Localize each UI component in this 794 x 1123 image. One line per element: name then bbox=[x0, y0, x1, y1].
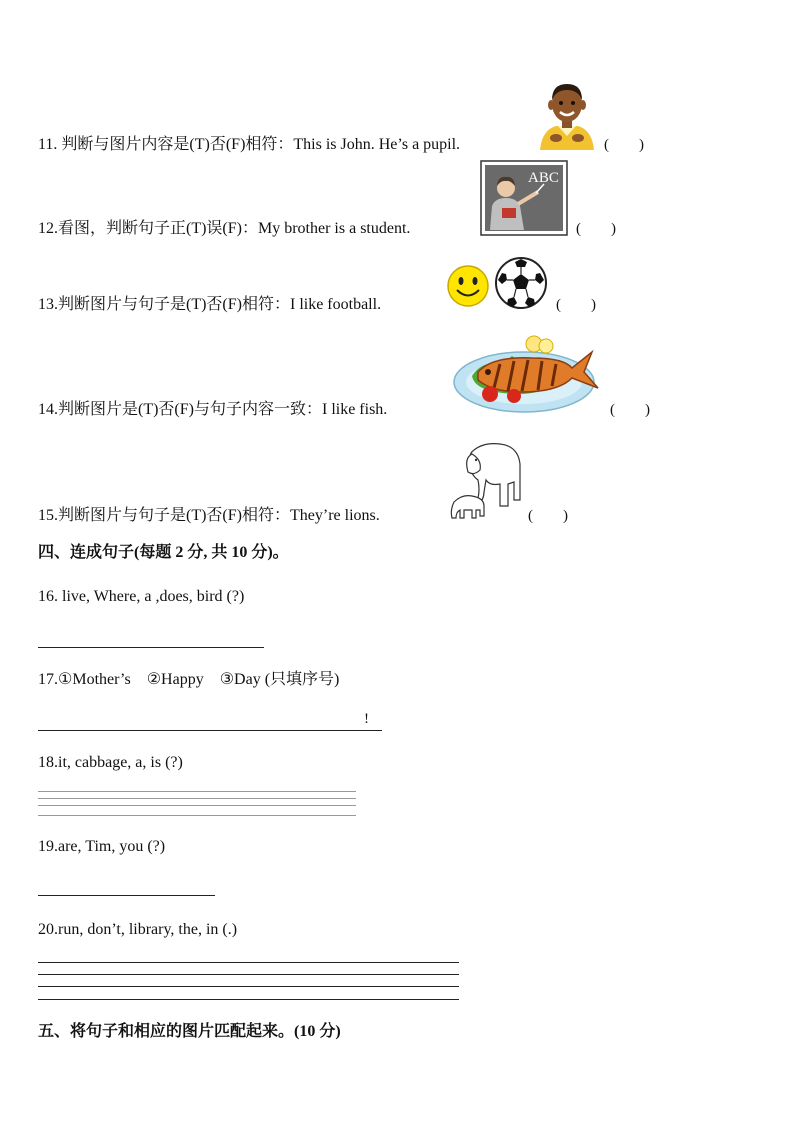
soccer-ball-icon bbox=[494, 256, 548, 310]
smiley-face-icon bbox=[446, 264, 490, 308]
writing-line-18-2[interactable] bbox=[38, 798, 356, 799]
answer-paren-14: ( ) bbox=[610, 402, 650, 418]
answer-paren-13: ( ) bbox=[556, 297, 596, 313]
question-20: 20.run, don’t, library, the, in (.) bbox=[38, 921, 238, 938]
elephants-icon bbox=[444, 440, 524, 524]
answer-paren-12: ( ) bbox=[576, 221, 616, 237]
answer-line-19[interactable] bbox=[38, 895, 215, 896]
writing-line-20-1[interactable] bbox=[38, 962, 459, 963]
section-4-title: 四、连成句子(每题 2 分, 共 10 分)。 bbox=[38, 544, 289, 561]
answer-paren-11: ( ) bbox=[604, 137, 644, 153]
question-17: 17.①Mother’s ②Happy ③Day (只填序号) bbox=[38, 671, 340, 688]
exclamation-mark: ! bbox=[364, 711, 369, 727]
writing-line-20-2[interactable] bbox=[38, 974, 459, 975]
grilled-fish-plate-icon bbox=[452, 334, 602, 416]
question-12: 12.看图，判断句子正(T)误(F)：My brother is a student. bbox=[38, 220, 411, 237]
question-19: 19.are, Tim, you (?) bbox=[38, 838, 166, 855]
answer-paren-15: ( ) bbox=[528, 508, 568, 524]
question-13: 13.判断图片与句子是(T)否(F)相符：I like football. bbox=[38, 296, 382, 313]
question-14: 14.判断图片是(T)否(F)与句子内容一致：I like fish. bbox=[38, 401, 388, 418]
writing-line-20-3[interactable] bbox=[38, 986, 459, 987]
section-5-title: 五、将句子和相应的图片匹配起来。(10 分) bbox=[38, 1023, 341, 1040]
writing-line-20-4[interactable] bbox=[38, 999, 459, 1000]
question-15: 15.判断图片与句子是(T)否(F)相符：They’re lions. bbox=[38, 507, 380, 524]
question-18: 18.it, cabbage, a, is (?) bbox=[38, 754, 183, 771]
question-16: 16. live, Where, a ,does, bird (?) bbox=[38, 588, 245, 605]
blackboard-text: ABC bbox=[528, 170, 559, 186]
answer-line-16[interactable] bbox=[38, 647, 264, 648]
writing-line-18-1[interactable] bbox=[38, 791, 356, 792]
teacher-at-blackboard-icon bbox=[480, 160, 568, 236]
answer-line-17[interactable] bbox=[38, 730, 382, 731]
writing-line-18-4[interactable] bbox=[38, 815, 356, 816]
boy-icon bbox=[536, 80, 598, 150]
writing-line-18-3[interactable] bbox=[38, 805, 356, 806]
question-11: 11. 判断与图片内容是(T)否(F)相符：This is John. He’s a pupil. bbox=[38, 136, 461, 153]
